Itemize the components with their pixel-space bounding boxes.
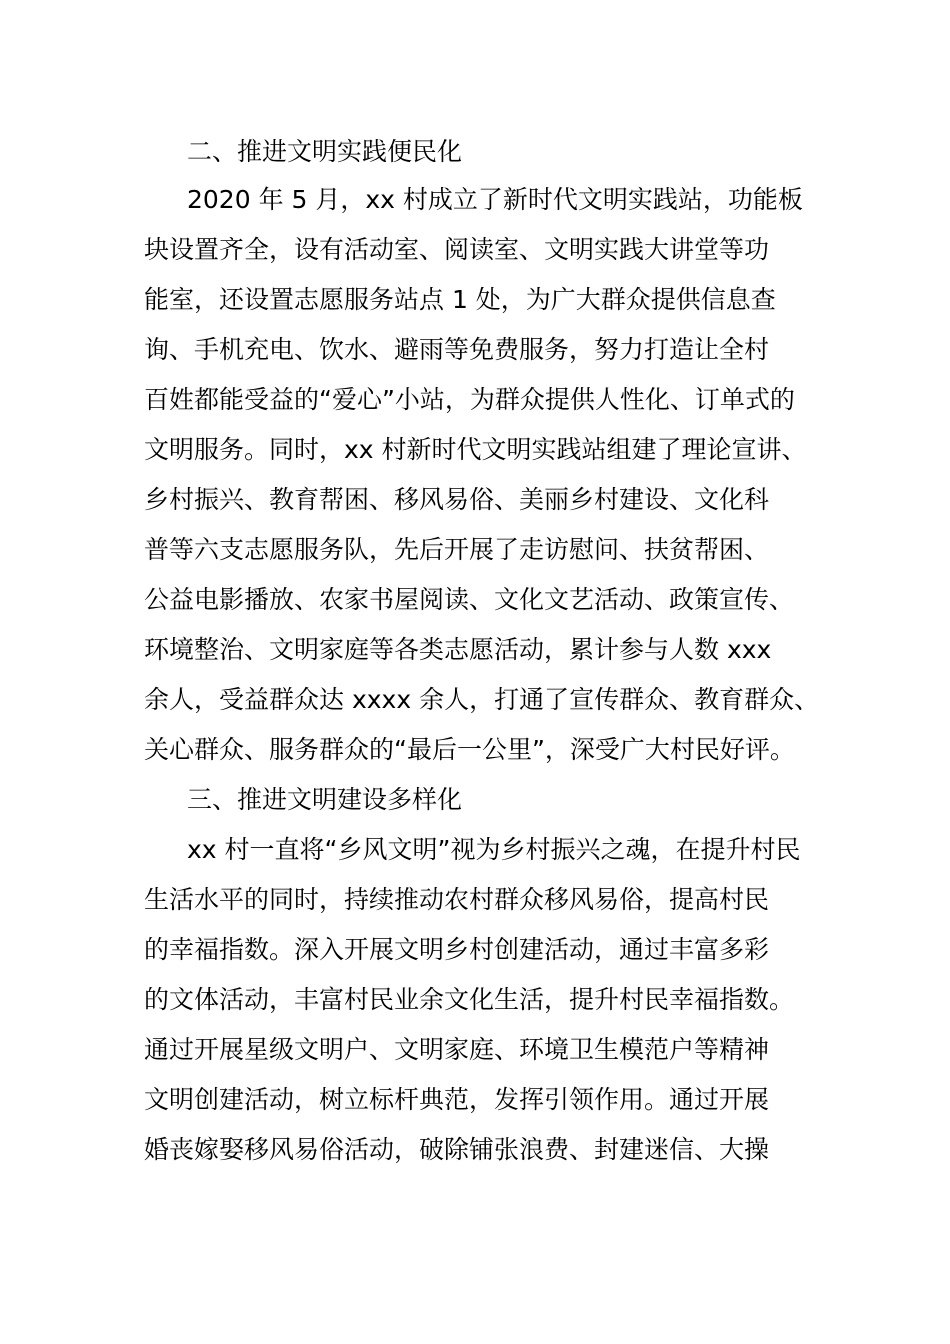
paragraph-line: xx 村一直将“乡风文明”视为乡村振兴之魂，在提升村民 — [187, 835, 801, 864]
section-heading-3: 三、推进文明建设多样化 — [187, 785, 463, 814]
paragraph-line: 百姓都能受益的“爱心”小站，为群众提供人性化、订单式的 — [144, 385, 795, 414]
paragraph-line: 的幸福指数。深入开展文明乡村创建活动，通过丰富多彩 — [144, 935, 770, 964]
paragraph-line: 询、手机充电、饮水、避雨等免费服务，努力打造让全村 — [144, 335, 770, 364]
paragraph-line: 余人，受益群众达 xxxx 余人，打通了宣传群众、教育群众、 — [144, 685, 820, 714]
paragraph-line: 能室，还设置志愿服务站点 1 处，为广大群众提供信息查 — [144, 285, 776, 314]
paragraph-line: 通过开展星级文明户、文明家庭、环境卫生模范户等精神 — [144, 1035, 770, 1064]
paragraph-line: 文明创建活动，树立标杆典范，发挥引领作用。通过开展 — [144, 1085, 770, 1114]
section-heading-2: 二、推进文明实践便民化 — [187, 137, 463, 166]
paragraph-line: 块设置齐全，设有活动室、阅读室、文明实践大讲堂等功 — [144, 235, 770, 264]
paragraph-line: 生活水平的同时，持续推动农村群众移风易俗，提高村民 — [144, 885, 770, 914]
paragraph-line: 普等六支志愿服务队，先后开展了走访慰问、扶贫帮困、 — [144, 535, 770, 564]
paragraph-line: 关心群众、服务群众的“最后一公里”，深受广大村民好评。 — [144, 735, 795, 764]
paragraph-line: 乡村振兴、教育帮困、移风易俗、美丽乡村建设、文化科 — [144, 485, 770, 514]
paragraph-line: 公益电影播放、农家书屋阅读、文化文艺活动、政策宣传、 — [144, 585, 795, 614]
paragraph-line: 的文体活动，丰富村民业余文化生活，提升村民幸福指数。 — [144, 985, 795, 1014]
paragraph-line: 2020 年 5 月，xx 村成立了新时代文明实践站，功能板 — [187, 185, 803, 214]
paragraph-line: 婚丧嫁娶移风易俗活动，破除铺张浪费、封建迷信、大操 — [144, 1135, 770, 1164]
paragraph-line: 环境整治、文明家庭等各类志愿活动，累计参与人数 xxx — [144, 635, 772, 664]
paragraph-line: 文明服务。同时，xx 村新时代文明实践站组建了理论宣讲、 — [144, 435, 807, 464]
